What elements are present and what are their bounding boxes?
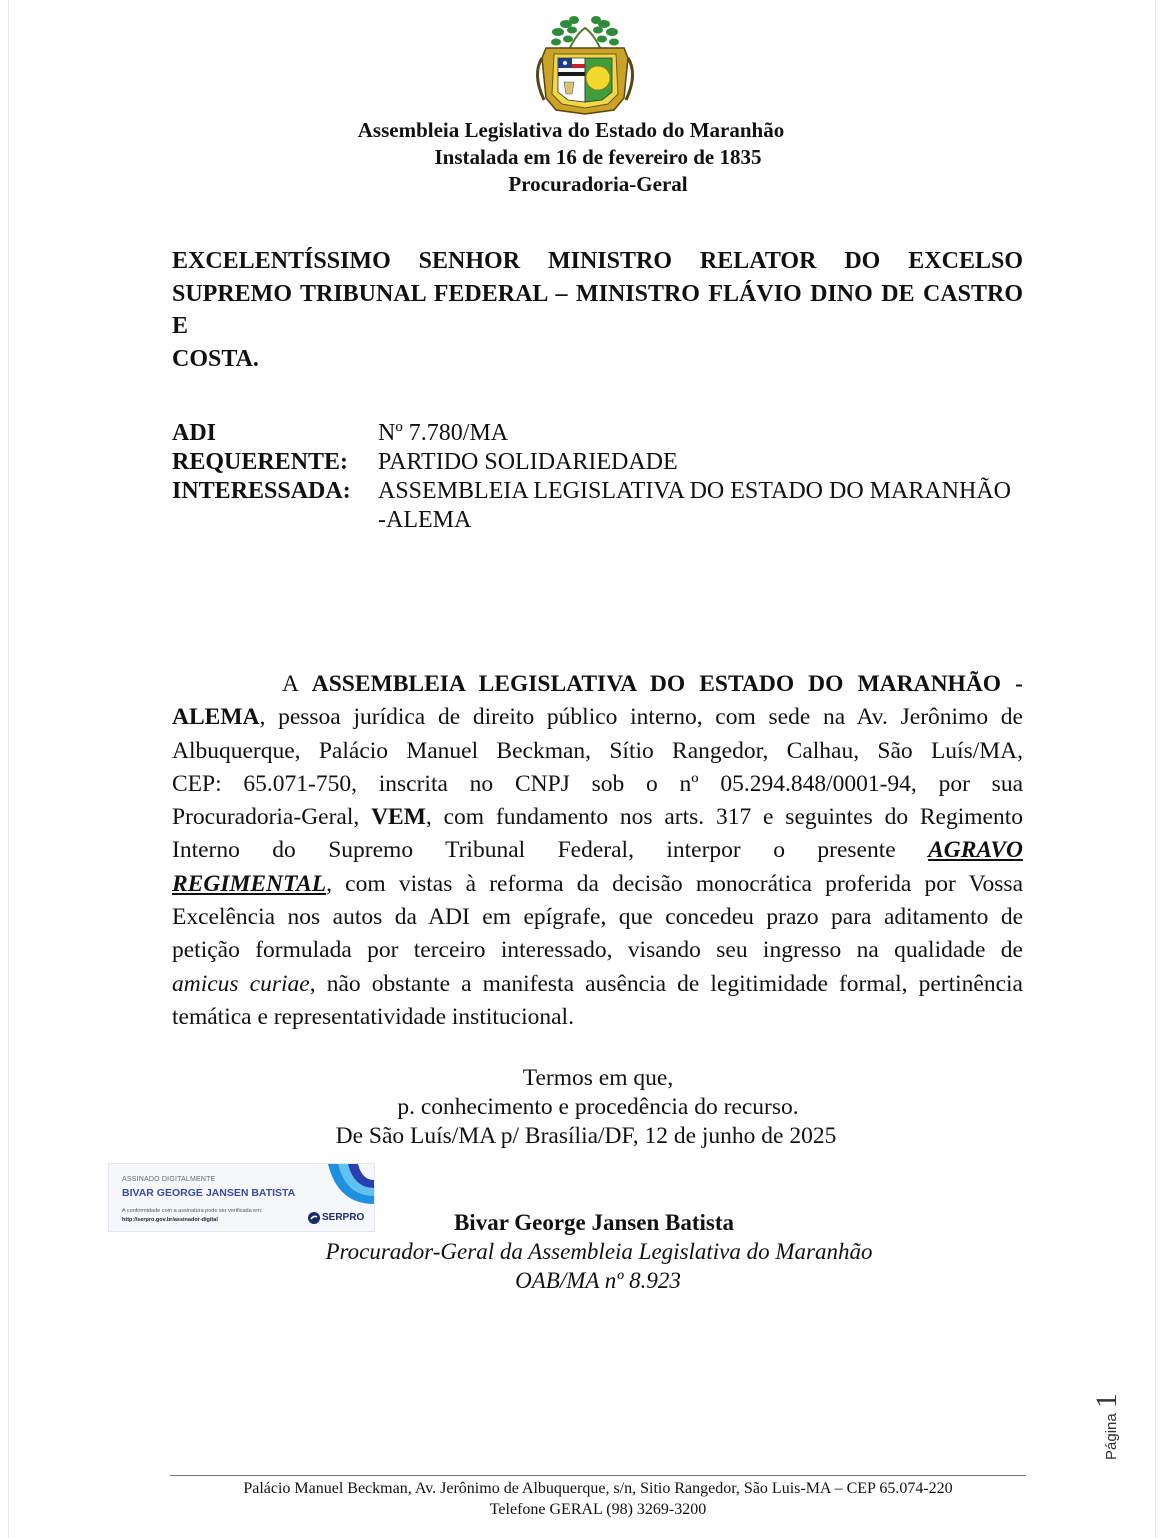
case-row-adi bbox=[172, 419, 1024, 448]
letterhead-founded: Instalada em 16 de fevereiro de 1835 bbox=[434, 145, 762, 169]
signer-role: Procurador-Geral da Assembleia Legislativa do Maranhão bbox=[325, 1239, 873, 1264]
page-number-value: 1 bbox=[1090, 1393, 1123, 1409]
addressee bbox=[172, 245, 1023, 375]
text-run: A bbox=[282, 671, 312, 697]
text-run: , com vistas à reforma da decisão monocrática proferida por Vossa bbox=[326, 870, 1023, 897]
text-run-bold: ASSEMBLEIA LEGISLATIVA DO ESTADO DO MARANHÃO - bbox=[311, 671, 1023, 697]
case-row-interessada bbox=[172, 477, 1024, 535]
case-label: INTERESSADA: bbox=[172, 478, 351, 504]
closing-block bbox=[0, 1064, 1170, 1151]
stamp-brand: SERPRO bbox=[322, 1212, 365, 1223]
paragraph-line: Albuquerque, Palácio Manuel Beckman, Sítio Rangedor, Calhau, São Luís/MA, bbox=[172, 737, 1023, 764]
paragraph-line bbox=[172, 968, 1023, 1001]
paragraph-line bbox=[172, 834, 1023, 867]
petition-paragraph bbox=[172, 668, 1023, 1034]
paragraph-line bbox=[172, 668, 1023, 701]
addressee-line: EXCELENTÍSSIMO SENHOR MINISTRO RELATOR DO EXCELSO bbox=[172, 248, 1023, 274]
letterhead-department: Procuradoria-Geral bbox=[508, 172, 688, 196]
case-value-line: ASSEMBLEIA LEGISLATIVA DO ESTADO DO MARANHÃO bbox=[378, 478, 1011, 504]
case-value bbox=[378, 477, 1024, 535]
page-label: Página bbox=[1103, 1413, 1120, 1460]
stamp-verify-url: http://serpro.gov.br/assinador-digital bbox=[122, 1217, 218, 1223]
letterhead bbox=[0, 117, 1170, 198]
case-value: PARTIDO SOLIDARIEDADE bbox=[378, 449, 678, 475]
letterhead-institution: Assembleia Legislativa do Estado do Maranhão bbox=[357, 118, 785, 142]
footer bbox=[0, 1478, 1170, 1520]
maranhao-coat-of-arms-icon bbox=[528, 14, 642, 118]
text-run-italic: amicus curiae bbox=[172, 970, 310, 997]
text-run-bold: VEM bbox=[371, 804, 426, 831]
footer-divider bbox=[170, 1475, 1026, 1476]
text-run-bold: ALEMA bbox=[172, 704, 260, 731]
stamp-verify-text: A conformidade com a assinatura pode ser verificada em: bbox=[122, 1208, 263, 1214]
page-edge-right bbox=[1155, 0, 1156, 1538]
paragraph-line: Excelência nos autos da ADI em epígrafe, que concedeu prazo para aditamento de bbox=[172, 904, 1023, 931]
footer-phone: Telefone GERAL (98) 3269-3200 bbox=[489, 1501, 707, 1518]
case-label: REQUERENTE: bbox=[172, 449, 349, 475]
addressee-line: SUPREMO TRIBUNAL FEDERAL – MINISTRO FLÁVIO DINO DE CASTRO E bbox=[172, 280, 1023, 339]
closing-date-line: De São Luís/MA p/ Brasília/DF, 12 de junho de 2025 bbox=[335, 1123, 837, 1149]
case-row-requerente bbox=[172, 448, 1024, 477]
paragraph-line bbox=[172, 701, 1023, 734]
text-run-bold-italic-underline: AGRAVO bbox=[928, 837, 1023, 864]
paragraph-line bbox=[172, 801, 1023, 834]
text-run: Interno do Supremo Tribunal Federal, interpor o presente bbox=[172, 837, 929, 864]
page-number bbox=[1090, 1390, 1123, 1460]
paragraph-line: petição formulada por terceiro interessado, visando seu ingresso na qualidade de bbox=[172, 937, 1023, 964]
closing-line: Termos em que, bbox=[522, 1065, 674, 1091]
serpro-arcs-icon bbox=[328, 1164, 374, 1204]
signer-block bbox=[0, 1208, 1170, 1295]
text-run: , com fundamento nos arts. 317 e seguintes do Regimento bbox=[425, 804, 1023, 831]
signer-name: Bivar George Jansen Batista bbox=[453, 1210, 735, 1235]
text-run: , pessoa jurídica de direito público interno, com sede na Av. Jerônimo de bbox=[259, 704, 1023, 731]
case-value-line: -ALEMA bbox=[378, 507, 472, 533]
closing-line: p. conhecimento e procedência do recurso. bbox=[397, 1094, 799, 1120]
case-value: Nº 7.780/MA bbox=[378, 420, 509, 446]
paragraph-line: temática e representatividade institucional. bbox=[172, 1003, 574, 1030]
stamp-label: ASSINADO DIGITALMENTE bbox=[122, 1176, 216, 1183]
footer-address: Palácio Manuel Beckman, Av. Jerônimo de Albuquerque, s/n, Sitio Rangedor, São Luis-MA – CEP 65.074-220 bbox=[243, 1480, 953, 1497]
paragraph-line bbox=[172, 868, 1023, 901]
case-info bbox=[172, 419, 1024, 535]
signer-oab: OAB/MA nº 8.923 bbox=[515, 1268, 681, 1293]
text-run-bold-italic-underline: REGIMENTAL bbox=[172, 870, 327, 897]
page-edge-left bbox=[8, 0, 9, 1538]
addressee-line: COSTA. bbox=[172, 345, 259, 372]
case-label: ADI bbox=[172, 420, 217, 446]
paragraph-line: CEP: 65.071-750, inscrita no CNPJ sob o nº 05.294.848/0001-94, por sua bbox=[172, 770, 1023, 797]
stamp-signer-name: BIVAR GEORGE JANSEN BATISTA bbox=[122, 1187, 296, 1199]
text-run: , não obstante a manifesta ausência de legitimidade formal, pertinência bbox=[309, 970, 1023, 997]
text-run: Procuradoria-Geral, bbox=[172, 804, 372, 831]
